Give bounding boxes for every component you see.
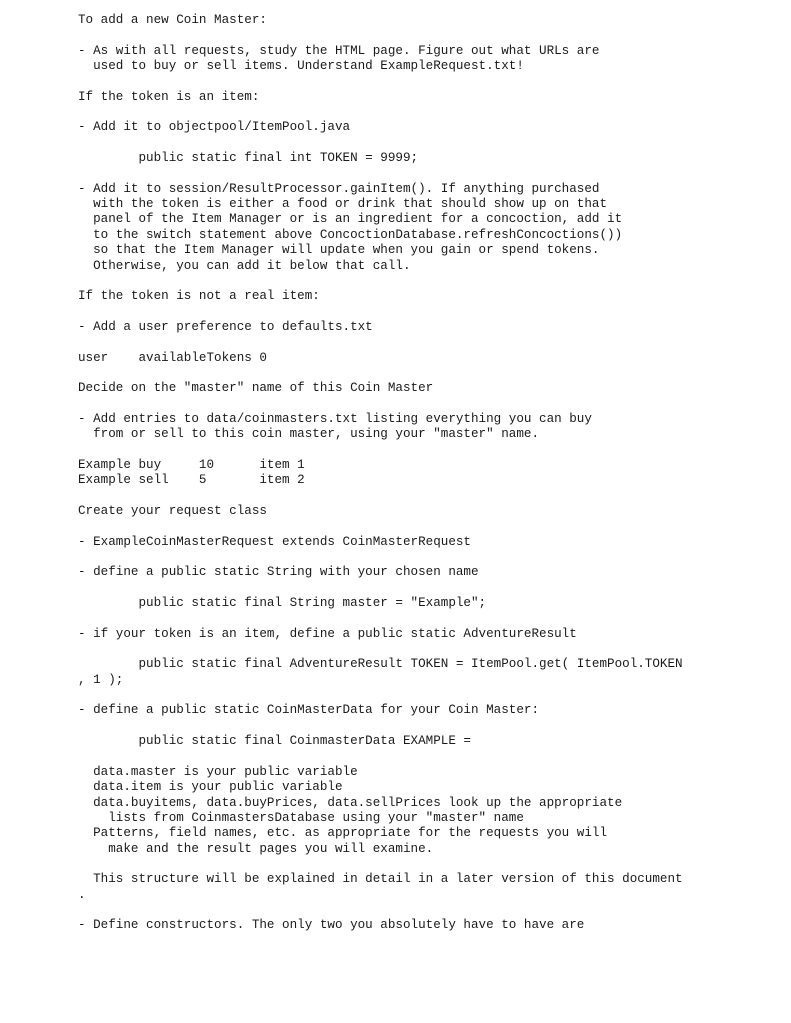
text-line: - As with all requests, study the HTML page. Figure out what URLs are: [78, 43, 600, 58]
text-line: - Define constructors. The only two you absolutely have to have are: [78, 918, 585, 933]
text-line: so that the Item Manager will update when you gain or spend tokens.: [78, 243, 600, 258]
document-text: [78, 13, 791, 934]
text-line: Patterns, field names, etc. as appropriate for the requests you will: [78, 826, 608, 841]
text-line: make and the result pages you will examine.: [78, 841, 434, 856]
text-line: Decide on the "master" name of this Coin Master: [78, 381, 434, 396]
text-line: to the switch statement above ConcoctionDatabase.refreshConcoctions()): [78, 227, 623, 242]
text-line: Example buy 10 item 1: [78, 457, 305, 472]
text-line: - define a public static CoinMasterData for your Coin Master:: [78, 703, 540, 718]
text-line: If the token is an item:: [78, 89, 260, 104]
blank-line: [78, 489, 791, 504]
text-line: from or sell to this coin master, using your "master" name.: [78, 427, 540, 442]
text-line: Create your request class: [78, 504, 267, 518]
blank-line: [78, 274, 791, 289]
blank-line: [78, 750, 791, 765]
blank-line: [78, 719, 791, 734]
blank-line: [78, 519, 791, 534]
text-line: .: [78, 887, 86, 902]
text-line: This structure will be explained in detail in a later version of this document: [78, 872, 683, 887]
text-line: lists from CoinmastersDatabase using your "master" name: [78, 810, 524, 825]
text-line: used to buy or sell items. Understand ExampleRequest.txt!: [78, 59, 524, 74]
blank-line: [78, 136, 791, 151]
blank-line: [78, 105, 791, 120]
blank-line: [78, 366, 791, 381]
text-line: - define a public static String with your chosen name: [78, 565, 479, 580]
text-line: - Add a user preference to defaults.txt: [78, 319, 373, 334]
blank-line: [78, 305, 791, 320]
text-line: If the token is not a real item:: [78, 289, 320, 304]
text-line: Otherwise, you can add it below that call.: [78, 258, 411, 273]
text-line: To add a new Coin Master:: [78, 13, 267, 27]
text-line: - Add entries to data/coinmasters.txt listing everything you can buy: [78, 411, 592, 426]
text-line: - ExampleCoinMasterRequest extends CoinMasterRequest: [78, 534, 471, 549]
text-line: public static final int TOKEN = 9999;: [78, 151, 419, 166]
text-line: public static final String master = "Example";: [78, 596, 487, 611]
text-line: data.master is your public variable: [78, 764, 358, 779]
blank-line: [78, 166, 791, 181]
blank-line: [78, 611, 791, 626]
blank-line: [78, 581, 791, 596]
text-line: public static final CoinmasterData EXAMPLE =: [78, 734, 471, 749]
blank-line: [78, 903, 791, 918]
text-line: with the token is either a food or drink that should show up on that: [78, 197, 608, 212]
blank-line: [78, 857, 791, 872]
blank-line: [78, 443, 791, 458]
text-line: - if your token is an item, define a public static AdventureResult: [78, 626, 577, 641]
text-line: Example sell 5 item 2: [78, 473, 305, 488]
blank-line: [78, 642, 791, 657]
blank-line: [78, 28, 791, 43]
text-line: user availableTokens 0: [78, 350, 267, 365]
text-line: - Add it to objectpool/ItemPool.java: [78, 120, 351, 135]
text-line: - Add it to session/ResultProcessor.gainItem(). If anything purchased: [78, 181, 600, 196]
blank-line: [78, 74, 791, 89]
blank-line: [78, 335, 791, 350]
text-line: data.item is your public variable: [78, 780, 343, 795]
blank-line: [78, 397, 791, 412]
blank-line: [78, 550, 791, 565]
text-line: data.buyitems, data.buyPrices, data.sellPrices look up the appropriate: [78, 795, 623, 810]
text-line: , 1 );: [78, 672, 124, 687]
text-line: public static final AdventureResult TOKEN = ItemPool.get( ItemPool.TOKEN: [78, 657, 683, 672]
blank-line: [78, 688, 791, 703]
text-line: panel of the Item Manager or is an ingredient for a concoction, add it: [78, 212, 623, 227]
